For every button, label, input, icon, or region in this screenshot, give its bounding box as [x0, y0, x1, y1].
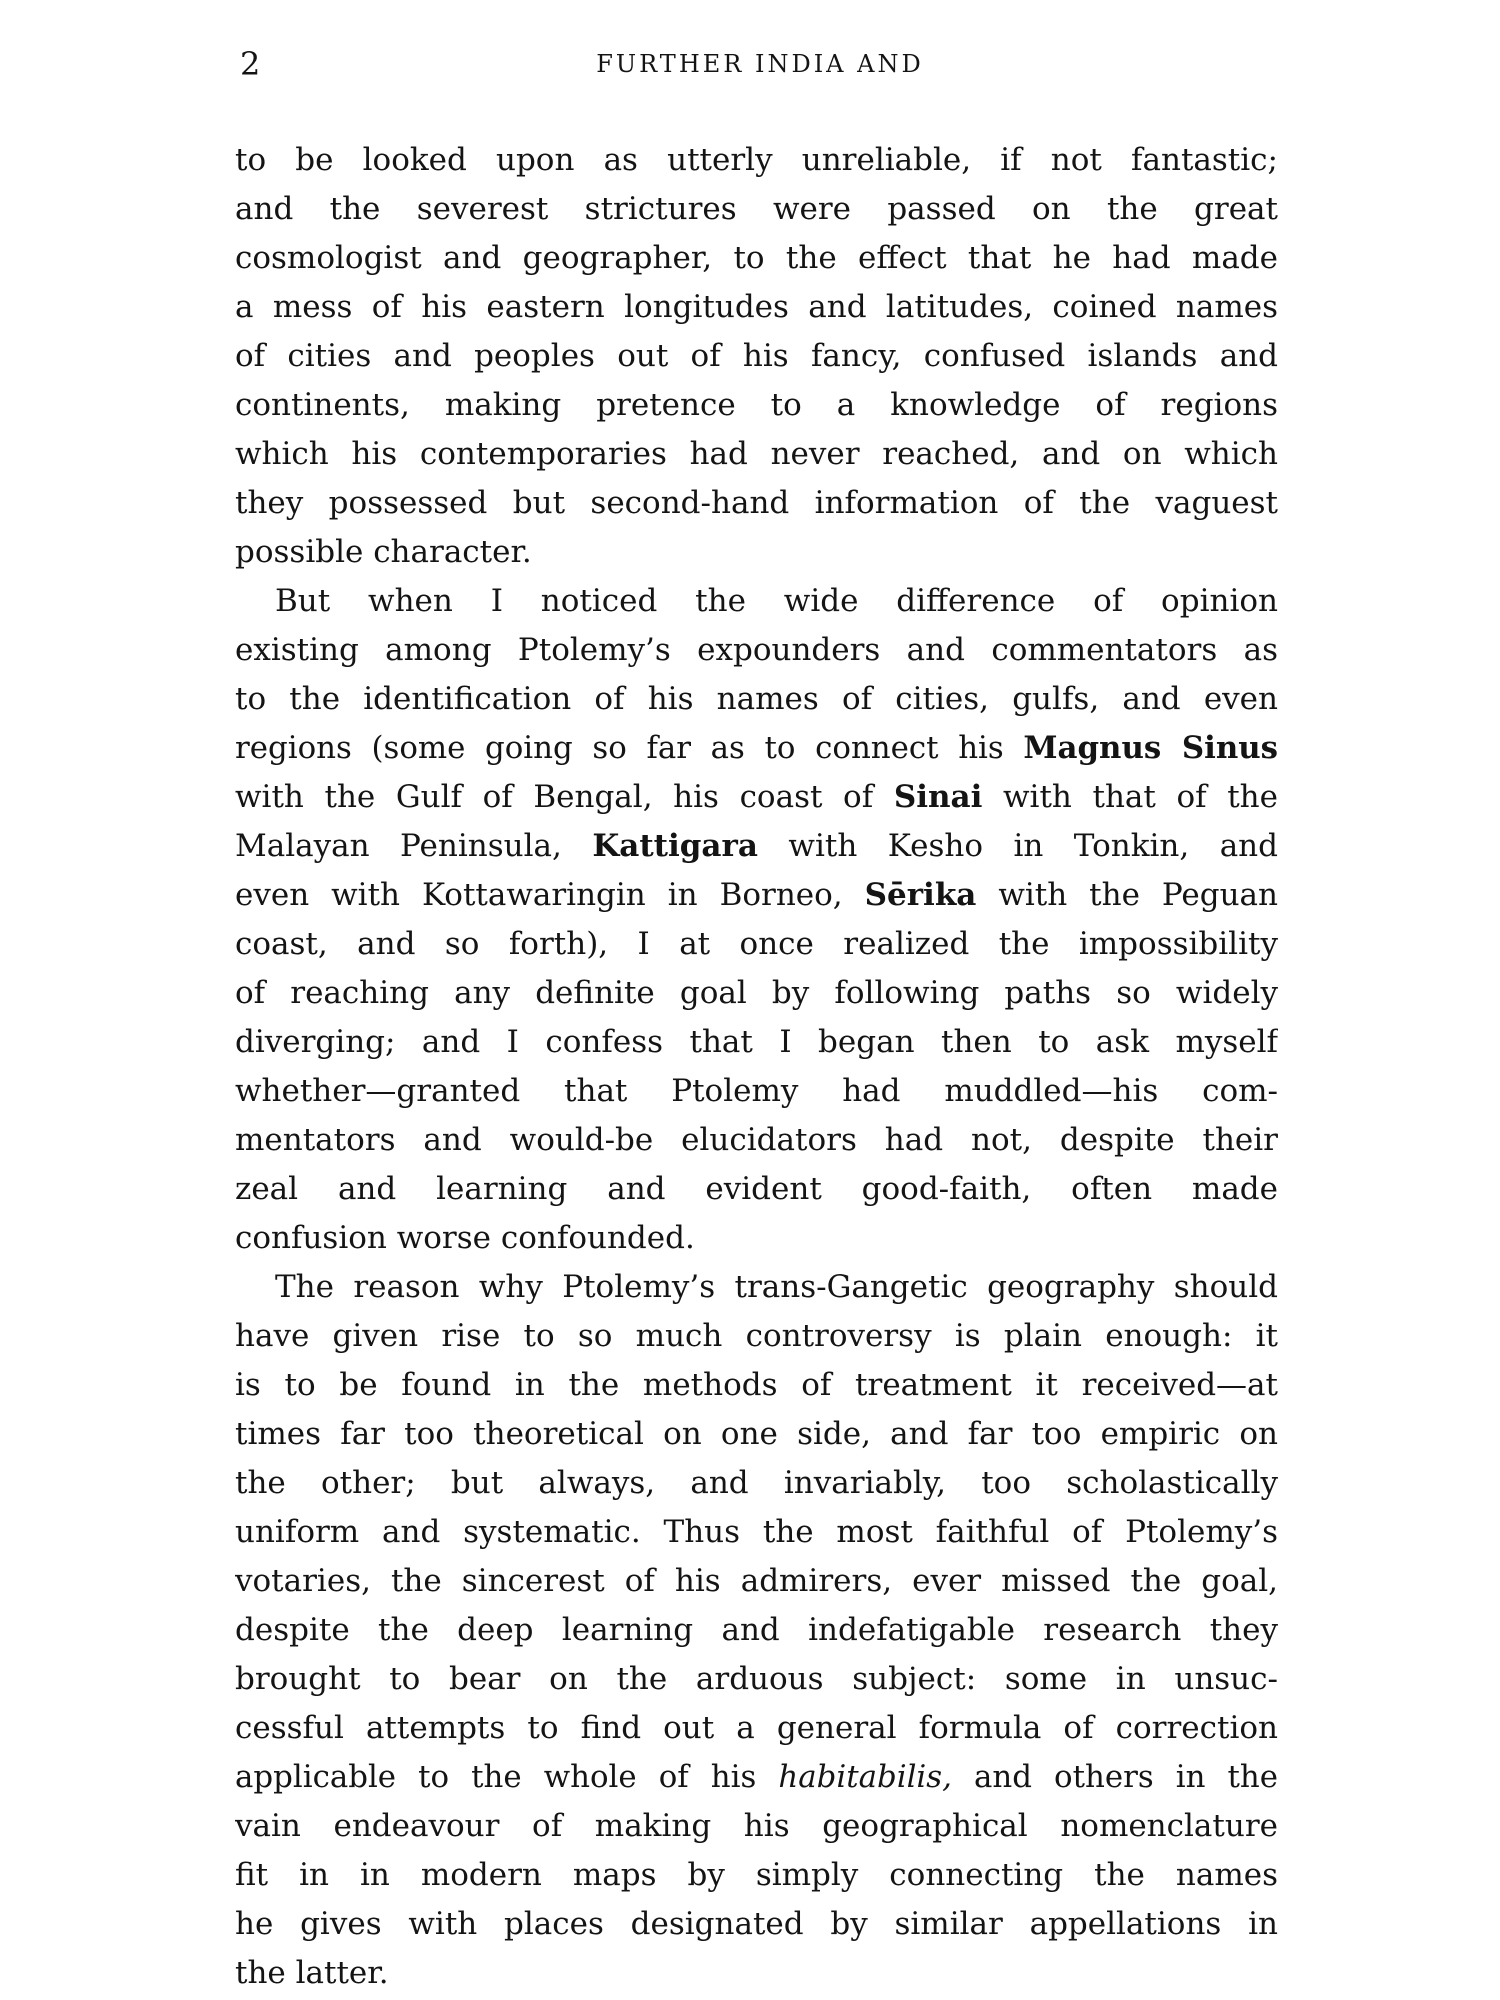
text-line: the other; but always, and invariably, too scholastically: [235, 1465, 1278, 1501]
text-line: existing among Ptolemy’s expounders and commentators as: [235, 632, 1278, 668]
text-line: [235, 822, 1278, 871]
page-number: 2: [240, 45, 261, 83]
text-line: cosmologist and geographer, to the effect that he had made: [235, 240, 1278, 276]
paragraph-2: [235, 577, 1278, 1263]
text-run: applicable to the whole of his: [235, 1759, 779, 1795]
text-line: fit in in modern maps by simply connecting the names: [235, 1857, 1278, 1893]
text-line: confusion worse confounded.: [235, 1220, 695, 1256]
text-line: vain endeavour of making his geographical nomenclature: [235, 1808, 1278, 1844]
place-name-bold: Magnus Sinus: [1023, 730, 1278, 766]
text-run: with the Peguan: [976, 877, 1278, 913]
text-line: The reason why Ptolemy’s trans-Gangetic geography should: [275, 1269, 1278, 1305]
text-line: to be looked upon as utterly unreliable, if not fantastic;: [235, 142, 1278, 178]
text-run: with that of the: [982, 779, 1278, 815]
text-line: is to be found in the methods of treatment it received—at: [235, 1367, 1278, 1403]
body-text: [235, 136, 1278, 1998]
text-run: with the Gulf of Bengal, his coast of: [235, 779, 894, 815]
text-line: diverging; and I confess that I began then to ask myself: [235, 1024, 1278, 1060]
running-title: FURTHER INDIA AND: [596, 50, 924, 78]
text-line: [235, 1753, 1278, 1802]
text-line: and the severest strictures were passed on the great: [235, 191, 1278, 227]
place-name-bold: Sinai: [893, 779, 983, 815]
text-line: he gives with places designated by similar appellations in: [235, 1906, 1278, 1942]
text-line: uniform and systematic. Thus the most faithful of Ptolemy’s: [235, 1514, 1278, 1550]
text-line: [235, 773, 1278, 822]
text-line: coast, and so forth), I at once realized the impossibility: [235, 926, 1278, 962]
text-line: to the identification of his names of cities, gulfs, and even: [235, 681, 1278, 717]
text-line: of cities and peoples out of his fancy, confused islands and: [235, 338, 1278, 374]
text-line: continents, making pretence to a knowledge of regions: [235, 387, 1278, 423]
text-line: the latter.: [235, 1955, 389, 1991]
text-line: But when I noticed the wide difference of opinion: [275, 583, 1278, 619]
text-line: [235, 724, 1278, 773]
place-name-bold: Kattigara: [592, 828, 758, 864]
text-line: a mess of his eastern longitudes and latitudes, coined names: [235, 289, 1278, 325]
latin-term-italic: habitabilis,: [778, 1759, 952, 1795]
text-line: possible character.: [235, 534, 532, 570]
text-line: cessful attempts to find out a general formula of correction: [235, 1710, 1278, 1746]
paragraph-1: [235, 136, 1278, 577]
text-line: of reaching any definite goal by following paths so widely: [235, 975, 1278, 1011]
text-line: [235, 871, 1278, 920]
text-line: which his contemporaries had never reached, and on which: [235, 436, 1278, 472]
text-line: votaries, the sincerest of his admirers, ever missed the goal,: [235, 1563, 1278, 1599]
text-line: mentators and would-be elucidators had not, despite their: [235, 1122, 1278, 1158]
text-line: whether—granted that Ptolemy had muddled—his com-: [235, 1073, 1278, 1109]
text-line: they possessed but second-hand information of the vaguest: [235, 485, 1278, 521]
text-run: Malayan Peninsula,: [235, 828, 593, 864]
running-head: [240, 44, 1280, 84]
text-line: have given rise to so much controversy is plain enough: it: [235, 1318, 1278, 1354]
text-run: and others in the: [951, 1759, 1278, 1795]
paragraph-3: [235, 1263, 1278, 1998]
text-line: zeal and learning and evident good-faith, often made: [235, 1171, 1278, 1207]
text-line: brought to bear on the arduous subject: some in unsuc-: [235, 1661, 1278, 1697]
place-name-bold: Sērika: [864, 877, 977, 913]
text-run: even with Kottawaringin in Borneo,: [235, 877, 865, 913]
text-line: despite the deep learning and indefatigable research they: [235, 1612, 1278, 1648]
text-run: with Kesho in Tonkin, and: [757, 828, 1278, 864]
text-run: regions (some going so far as to connect his: [235, 730, 1024, 766]
text-line: times far too theoretical on one side, and far too empiric on: [235, 1416, 1278, 1452]
